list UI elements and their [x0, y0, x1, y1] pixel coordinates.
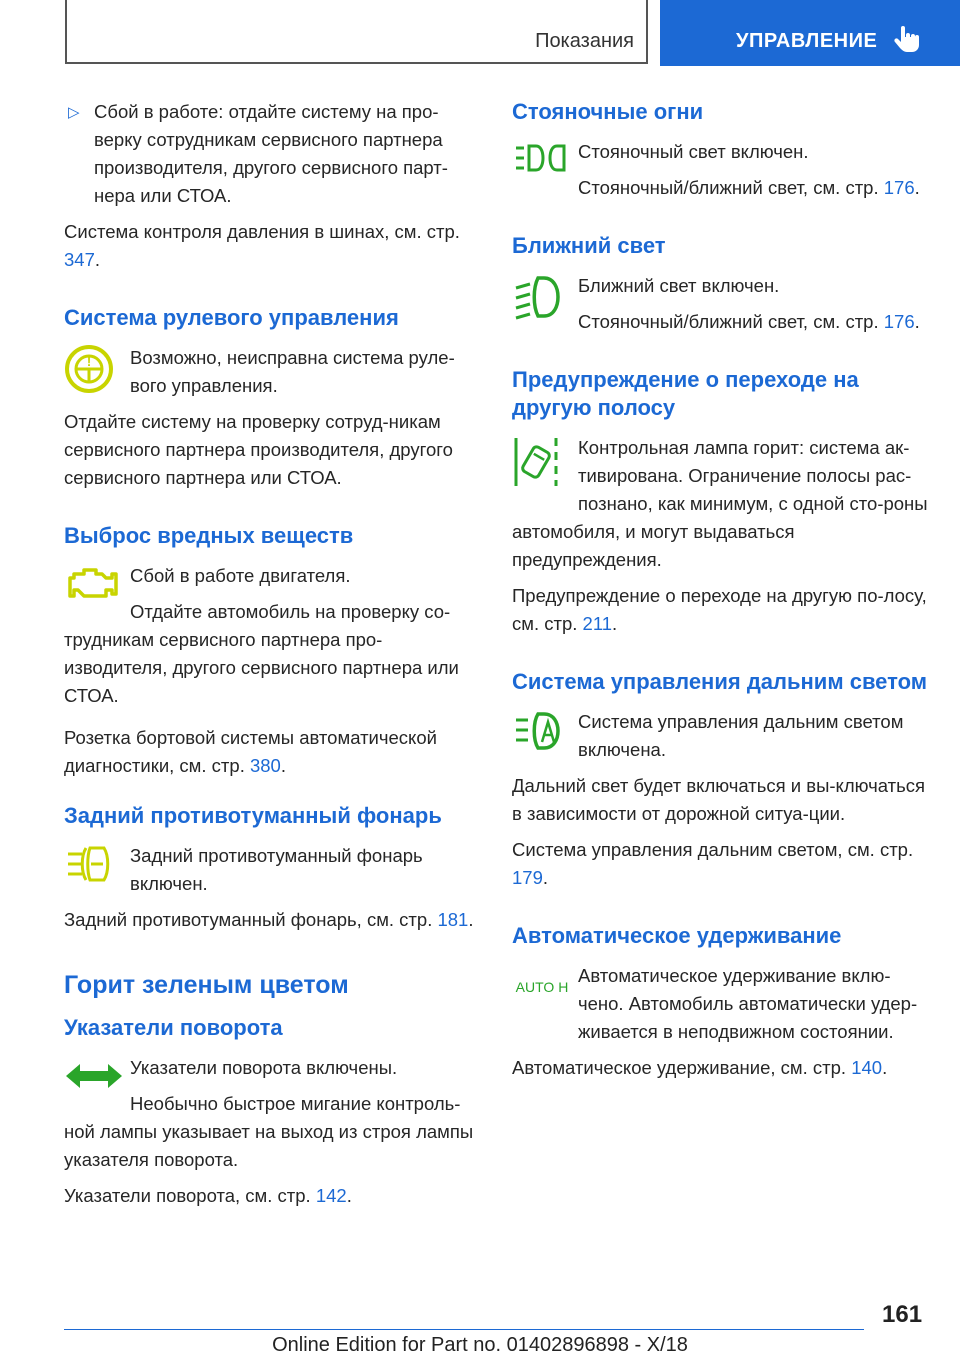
parking-page-link[interactable]: 176	[883, 177, 915, 198]
obd-reference-text: Розетка бортовой системы автоматической диагностики, см. стр.	[64, 727, 437, 776]
lane-reference-text: Предупреждение о переходе на другую по-лосу, см. стр.	[512, 585, 927, 634]
left-column	[64, 98, 476, 1218]
lane-section	[512, 434, 928, 574]
turn-page-link[interactable]: 142	[315, 1185, 347, 1206]
fog-section	[64, 842, 476, 898]
fog-heading: Задний противотуманный фонарь	[64, 803, 442, 828]
breadcrumb[interactable]: Показания	[535, 30, 634, 52]
engine-check-icon	[64, 562, 130, 622]
high-beam-section	[512, 708, 928, 828]
low-beam-icon	[512, 272, 578, 332]
high-beam-reference-text: Система управления дальним светом, см. стр.	[512, 839, 914, 860]
hand-pointer-icon	[894, 26, 920, 59]
parking-lights-icon	[512, 138, 578, 198]
page-number: 161	[882, 1301, 923, 1328]
right-column	[512, 98, 928, 1090]
turn-signal-icon	[64, 1054, 130, 1114]
low-beam-section	[512, 272, 928, 336]
auto-hold-heading: Автоматическое удерживание	[512, 923, 842, 948]
steering-warning-icon	[64, 344, 130, 404]
fog-text-1: Задний противотуманный фонарь включен.	[130, 845, 423, 894]
low-beam-reference: Стояночный/ближний свет, см. стр. 176.	[578, 311, 920, 332]
fog-reference-text: Задний противотуманный фонарь, см. стр.	[64, 909, 438, 930]
low-beam-reference-text: Стояночный/ближний свет, см. стр.	[578, 311, 884, 332]
obd-reference: Розетка бортовой системы автоматической диагностики, см. стр. 380.	[64, 727, 437, 776]
high-beam-reference: Система управления дальним светом, см. стр. 179.	[512, 839, 914, 888]
obd-page-link[interactable]: 380	[249, 755, 281, 776]
auto-hold-section	[512, 962, 928, 1046]
high-beam-text-2: Дальний свет будет включаться и вы-ключаться в зависимости от дорожной ситуа-ции.	[512, 775, 925, 824]
lane-reference: Предупреждение о переходе на другую по-лосу, см. стр. 211.	[512, 585, 927, 634]
turn-reference: Указатели поворота, см. стр. 142.	[64, 1185, 352, 1206]
parking-reference: Стояночный/ближний свет, см. стр. 176.	[578, 177, 920, 198]
footer-divider	[64, 1329, 864, 1330]
high-beam-page-link[interactable]: 179	[512, 867, 543, 888]
lane-page-link[interactable]: 211	[582, 613, 613, 634]
header-breadcrumb-box	[65, 0, 648, 64]
parking-section	[512, 138, 928, 202]
steering-text-2: Отдайте систему на проверку сотруд-никам сервисного партнера производителя, другого сервисного партнера или СТОА.	[64, 411, 453, 488]
high-beam-assist-icon	[512, 708, 578, 768]
fog-reference: Задний противотуманный фонарь, см. стр. 181.	[64, 909, 474, 930]
steering-heading: Система рулевого управления	[64, 305, 399, 330]
bullet-item	[64, 98, 476, 210]
svg-text:!: !	[86, 354, 92, 369]
emissions-text-2: Отдайте автомобиль на проверку со-трудникам сервисного партнера про-изводителя, другого сервисного партнера или СТОА.	[64, 601, 459, 706]
green-heading: Горит зеленым цветом	[64, 971, 349, 999]
tire-page-link[interactable]: 347	[64, 249, 95, 270]
parking-reference-text: Стояночный/ближний свет, см. стр.	[578, 177, 884, 198]
lane-text-1: Контрольная лампа горит: система ак-тивирована. Ограничение полосы рас-познано, как минимум, с одной сто-роны автомобиля, и могут выдаваться предупреждения.	[512, 437, 928, 570]
turn-section	[64, 1054, 476, 1174]
section-tab-label: УПРАВЛЕНИЕ	[736, 30, 878, 52]
parking-heading: Стояночные огни	[512, 99, 704, 124]
turn-text-1: Указатели поворота включены.	[130, 1057, 398, 1078]
steering-text-1: Возможно, неисправна система руле-вого управления.	[130, 347, 455, 396]
auto-hold-icon-text: AUTO H	[515, 979, 569, 995]
steering-section	[64, 344, 476, 492]
emissions-section	[64, 562, 476, 710]
high-beam-text-1: Система управления дальним светом включена.	[578, 711, 904, 760]
auto-hold-page-link[interactable]: 140	[851, 1057, 883, 1078]
footer-edition[interactable]: Online Edition for Part no. 01402896898 - X/18	[272, 1334, 688, 1356]
lane-departure-icon	[512, 434, 578, 494]
turn-text-2: Необычно быстрое мигание контроль-ной лампы указывает на выход из строя лампы указателя поворота.	[64, 1093, 474, 1170]
tire-reference-text: Система контроля давления в шинах, см. стр.	[64, 221, 460, 242]
low-beam-page-link[interactable]: 176	[883, 311, 915, 332]
rear-fog-icon	[64, 842, 130, 902]
turn-reference-text: Указатели поворота, см. стр.	[64, 1185, 316, 1206]
auto-hold-icon	[512, 962, 578, 1022]
bullet-text: Сбой в работе: отдайте систему на про-верку сотрудникам сервисного партнера производителя, другого сервисного парт-нера или СТОА.	[94, 101, 448, 206]
turn-heading: Указатели поворота	[64, 1015, 283, 1040]
auto-hold-reference-text: Автоматическое удерживание, см. стр.	[512, 1057, 852, 1078]
low-beam-heading: Ближний свет	[512, 233, 666, 258]
emissions-heading: Выброс вредных веществ	[64, 523, 354, 548]
low-beam-text-1: Ближний свет включен.	[578, 275, 780, 296]
triangle-bullet-icon: ▷	[68, 104, 80, 121]
section-tab[interactable]	[660, 0, 960, 66]
parking-text-1: Стояночный свет включен.	[578, 141, 809, 162]
lane-heading: Предупреждение о переходе на другую полосу	[512, 367, 859, 420]
emissions-text-1: Сбой в работе двигателя.	[130, 565, 351, 586]
tire-reference: Система контроля давления в шинах, см. стр. 347.	[64, 221, 460, 270]
fog-page-link[interactable]: 181	[437, 909, 469, 930]
high-beam-heading: Система управления дальним светом	[512, 669, 928, 694]
auto-hold-text-1: Автоматическое удерживание вклю-чено. Автомобиль автоматически удер-живается в неподвижном состоянии.	[578, 965, 918, 1042]
auto-hold-reference: Автоматическое удерживание, см. стр. 140.	[512, 1057, 888, 1078]
